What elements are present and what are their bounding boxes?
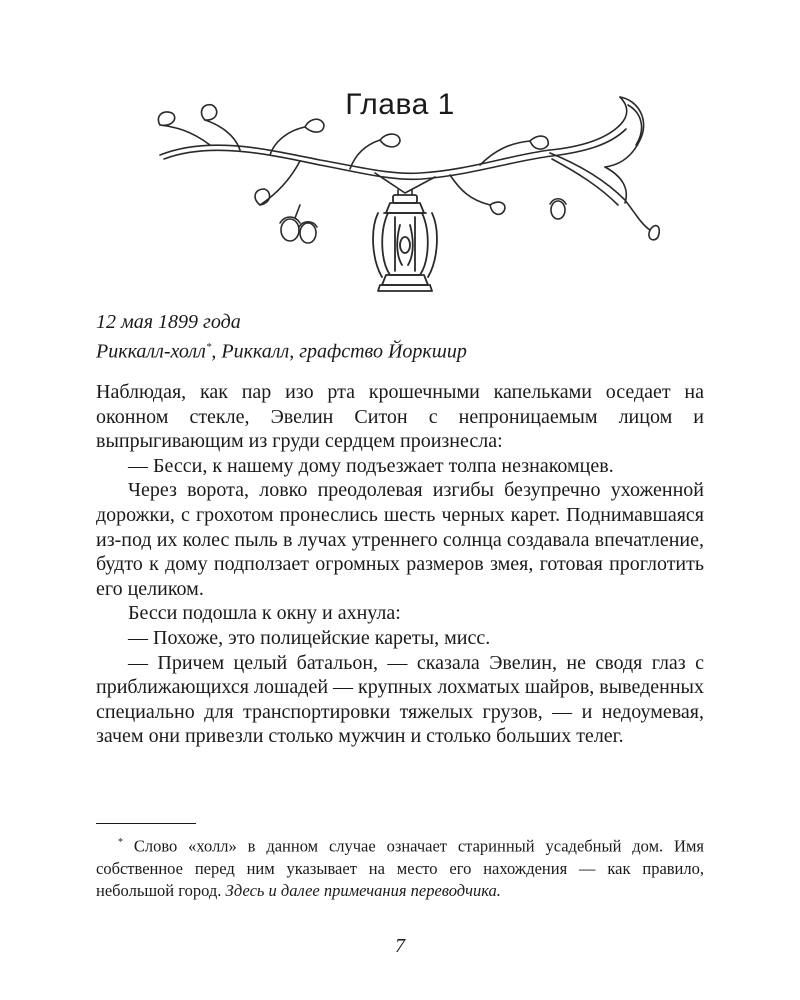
paragraph: Наблюдая, как пар изо рта крошечными капельками оседает на оконном стекле, Эвелин Ситон с непроницаемым лицом и выпрыгивающим из груди сердцем произнесла: (96, 381, 704, 453)
footnote-reference[interactable]: * (205, 341, 212, 353)
branch (164, 129, 626, 179)
footnote (96, 832, 704, 902)
paragraph: — Бесси, к нашему дому подъезжает толпа незнакомцев. (128, 454, 614, 477)
place-line (96, 335, 467, 365)
dateline (96, 310, 467, 365)
paragraph: Бесси подошла к окну и ахнула: (128, 602, 401, 625)
lantern-string (375, 173, 435, 193)
footnote-text: Слово «холл» в данном случае означает старинный усадебный дом. Имя собственное перед ним указывает на место его нахождения — как правило, небольшой город. (96, 836, 704, 900)
body-text (96, 380, 704, 749)
chapter-title: Глава 1 (345, 88, 455, 121)
date-line: 12 мая 1899 года (96, 311, 241, 333)
page-number: 7 (395, 935, 405, 957)
place-rest: , Риккалл, графство Йоркшир (211, 340, 467, 363)
lantern (373, 195, 437, 291)
paragraph: — Похоже, это полицейские кареты, мисс. (128, 626, 491, 649)
footnote-mark: * (118, 837, 123, 848)
paragraph: — Причем целый батальон, — сказала Эвелин, не сводя глаз с приближающихся лошадей — крупных лохматых шайров, выведенных специально для транспортировки тяжелых грузов, — и недоумевая, зачем они привезли столько мужчин и столько больших телег. (96, 651, 704, 748)
footnote-divider (96, 823, 196, 824)
lantern-on-branch-icon (150, 95, 660, 305)
place-name: Риккалл-холл (96, 340, 206, 363)
footnote-italic: Здесь и далее примечания переводчика. (225, 880, 501, 900)
paragraph: Через ворота, ловко преодолевая изгибы безупречно ухоженной дорожки, с грохотом пронеслись шесть черных карет. Поднимавшаяся из-под их колес пыль в лучах утреннего солнца создавала впечатление, будто к дому подползает огромных размеров змея, готовая проглотить его целиком. (96, 479, 704, 600)
